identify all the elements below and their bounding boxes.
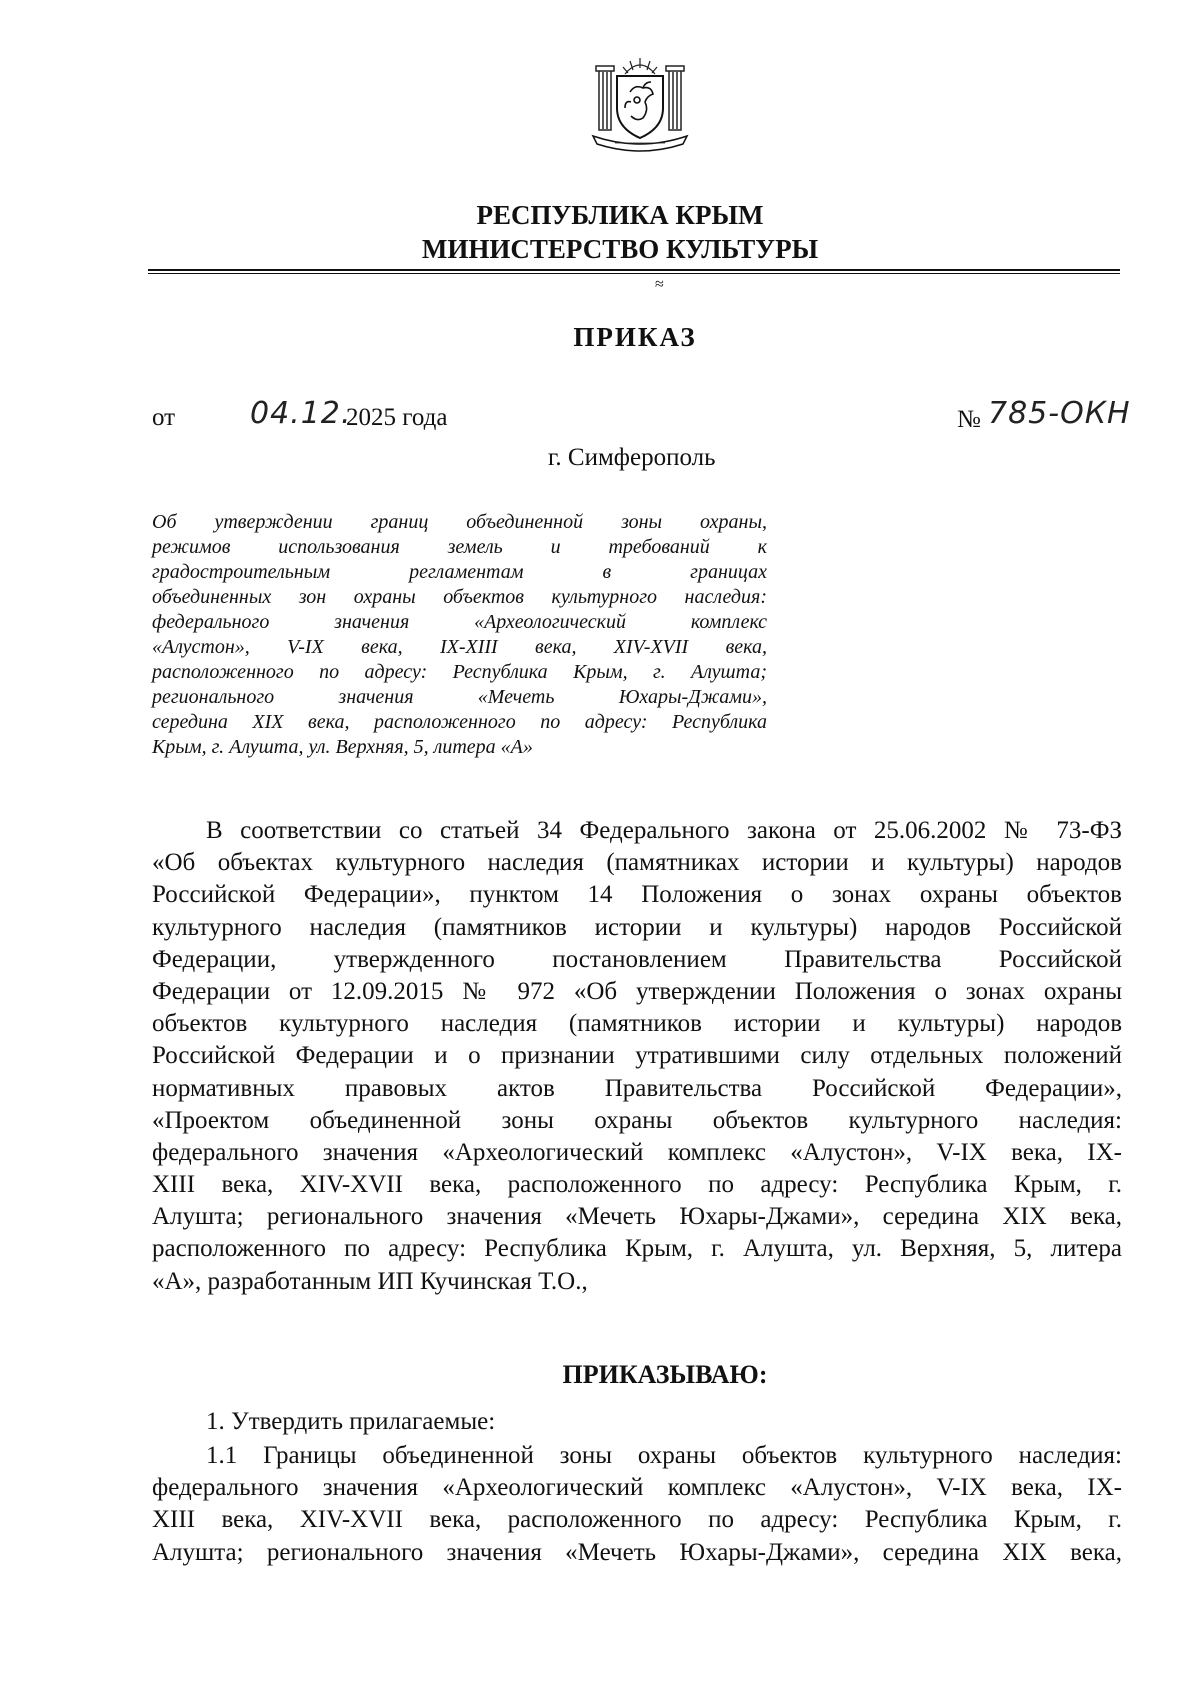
coat-of-arms-emblem [585,52,695,152]
subject-line: режимов использования земель и требований к [152,536,767,558]
header-divider [148,269,1120,271]
preamble-line: Алушта; регионального значения «Мечеть Юхары-Джами», середина XIX века, [152,1203,1122,1231]
header-divider-thin [148,273,1120,274]
subject-line: федерального значения «Археологический комплекс [152,611,767,633]
ministry-name: МИНИСТЕРСТВО КУЛЬТУРЫ [421,234,819,264]
item-1-1-paragraph [152,1440,1122,1569]
subject-line: Крым, г. Алушта, ул. Верхняя, 5, литера «А» [152,736,533,758]
preamble-line: В соответствии со статьей 34 Федерального закона от 25.06.2002 № 73-ФЗ [206,817,1122,844]
preamble-paragraph [152,815,1122,1298]
document-type-title: ПРИКАЗ [573,322,697,352]
subject-line: «Алустон», V-IX века, IX-XIII века, XIV-XVII века, [152,636,767,658]
handwritten-date: 04.12. [250,396,352,431]
preamble-line: «Об объектах культурного наследия (памятниках истории и культуры) народов [152,849,1122,877]
preamble-line: XIII века, XIV-XVII века, расположенного по адресу: Республика Крым, г. [152,1171,1122,1199]
item-line: Алушта; регионального значения «Мечеть Юхары-Джами», середина XIX века, [152,1538,1122,1566]
item-1: 1. Утвердить прилагаемые: [206,1408,496,1435]
item-line: 1.1 Границы объединенной зоны охраны объектов культурного наследия: [206,1442,1122,1469]
order-subject [152,510,767,760]
handwritten-number: 785-ОКН [988,396,1131,431]
preamble-line: культурного наследия (памятников истории и культуры) народов Российской [152,913,1122,941]
subject-line: градостроительным регламентам в границах [152,561,767,583]
subject-line: объединенных зон охраны объектов культурного наследия: [152,586,767,608]
subject-line: середина XIX века, расположенного по адресу: Республика [152,711,767,733]
order-heading: ПРИКАЗЫВАЮ: [562,1360,768,1389]
preamble-line: Российской Федерации», пунктом 14 Положения о зонах охраны объектов [152,881,1122,909]
date-prefix: от [152,404,176,431]
item-line: XIII века, XIV-XVII века, расположенного по адресу: Республика Крым, г. [152,1506,1122,1534]
date-year: 2025 года [346,404,448,431]
header-mark: ≈ [655,276,664,293]
subject-line: регионального значения «Мечеть Юхары-Джами», [152,686,767,708]
preamble-line: Федерации, утвержденного постановлением Правительства Российской [152,945,1122,973]
city: г. Симферополь [548,444,716,471]
republic-name: РЕСПУБЛИКА КРЫМ [476,200,764,230]
subject-line: Об утверждении границ объединенной зоны охраны, [152,511,767,533]
number-sign: № [957,406,981,433]
item-line: федерального значения «Археологический комплекс «Алустон», V-IX века, IX- [152,1474,1122,1502]
preamble-line: Российской Федерации и о признании утратившими силу отдельных положений [152,1042,1122,1070]
preamble-line: объектов культурного наследия (памятников истории и культуры) народов [152,1010,1122,1038]
preamble-line: нормативных правовых актов Правительства Российской Федерации», [152,1074,1122,1102]
preamble-line: федерального значения «Археологический комплекс «Алустон», V-IX века, IX- [152,1138,1122,1166]
preamble-line: расположенного по адресу: Республика Крым, г. Алушта, ул. Верхняя, 5, литера [152,1235,1122,1263]
preamble-line: Федерации от 12.09.2015 № 972 «Об утверждении Положения о зонах охраны [152,977,1122,1005]
preamble-line: «Проектом объединенной зоны охраны объектов культурного наследия: [152,1106,1122,1134]
subject-line: расположенного по адресу: Республика Крым, г. Алушта; [152,661,767,683]
preamble-line: «А», разработанным ИП Кучинская Т.О., [152,1267,588,1295]
